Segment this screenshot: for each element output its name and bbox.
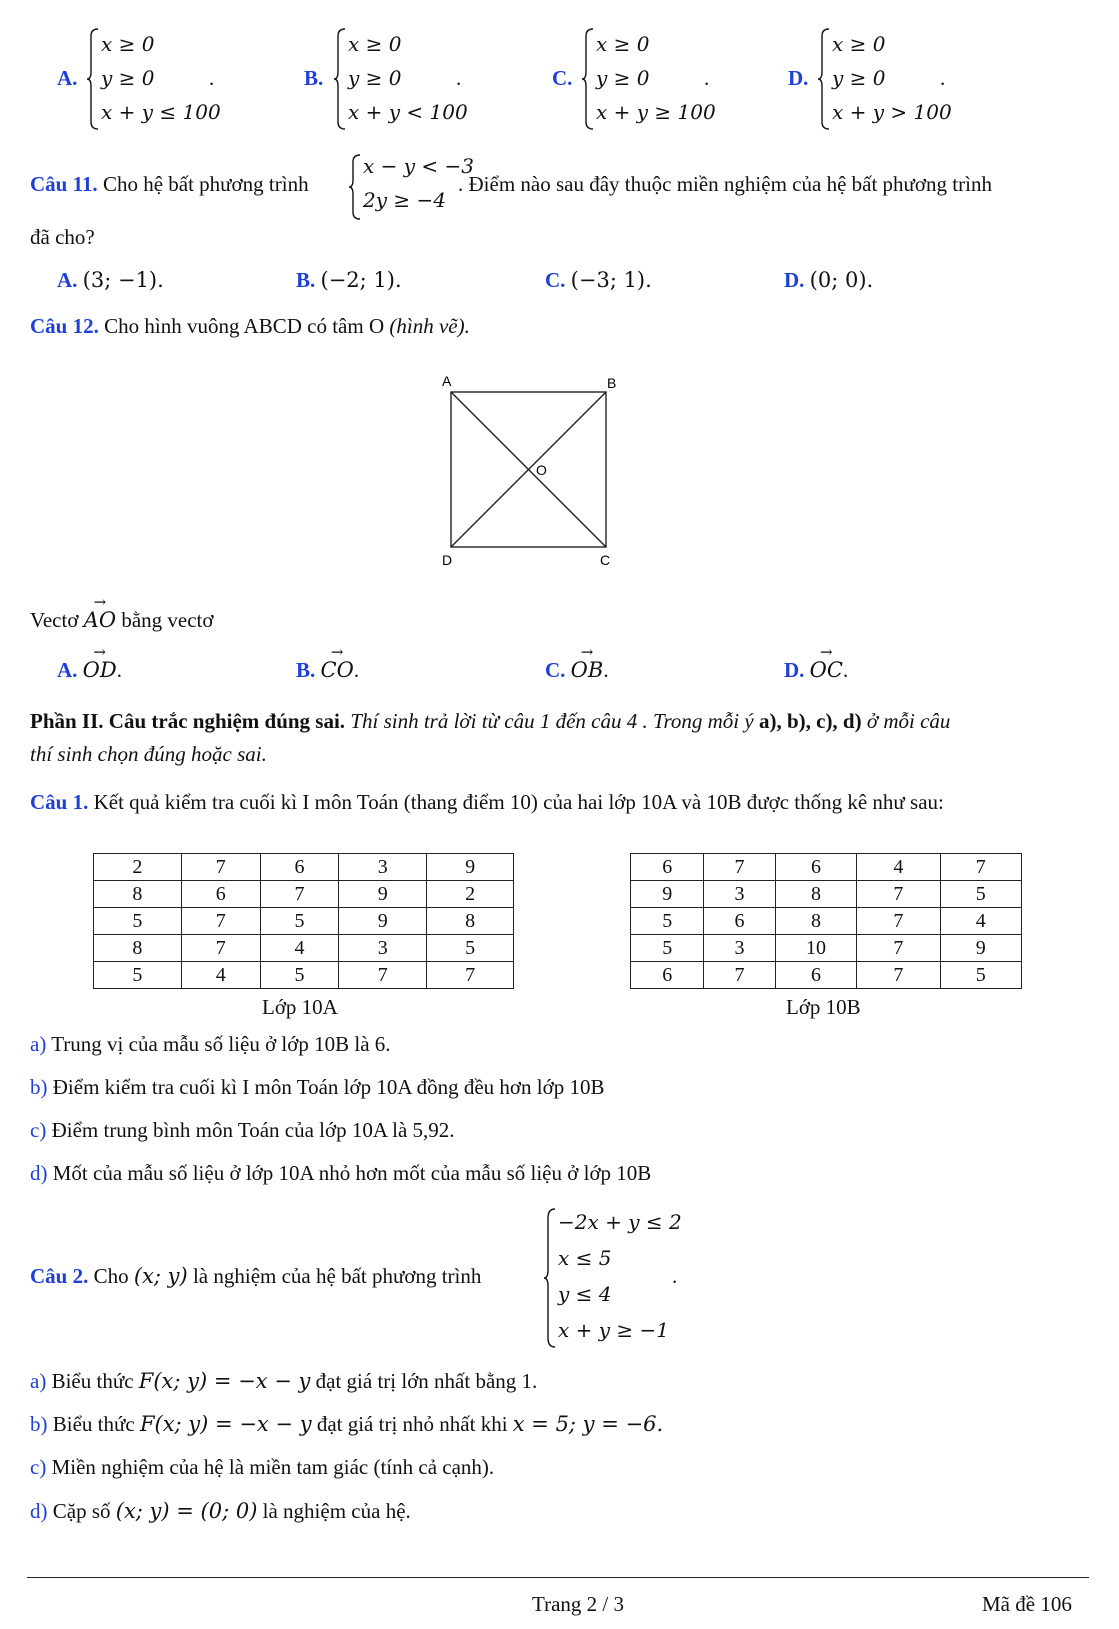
table-cell: 9 bbox=[631, 881, 704, 908]
table-cell: 5 bbox=[94, 962, 182, 989]
table-cell: 8 bbox=[94, 881, 182, 908]
q10-option-dot: . bbox=[940, 66, 946, 90]
table-cell: 7 bbox=[181, 854, 260, 881]
label-c: C bbox=[600, 552, 611, 568]
table-cell: 6 bbox=[704, 908, 775, 935]
table-cell: 7 bbox=[940, 854, 1021, 881]
part2-instr3: thí sinh chọn đúng hoặc sai. bbox=[30, 742, 267, 766]
q12-option bbox=[784, 658, 848, 683]
c2-system-line-1: −2x + y ≤ 2 bbox=[558, 1210, 682, 1234]
q12-prompt-post: bằng vectơ bbox=[121, 608, 214, 632]
table-row bbox=[631, 881, 1022, 908]
q10-system-line: x ≥ 0 bbox=[596, 32, 650, 56]
c2-system-line-2: x ≤ 5 bbox=[558, 1246, 612, 1270]
table-cell: 8 bbox=[775, 908, 856, 935]
table-cell: 3 bbox=[339, 935, 427, 962]
table-cell: 3 bbox=[704, 881, 775, 908]
table-row bbox=[94, 881, 514, 908]
q10-system-line: x + y ≥ 100 bbox=[596, 100, 716, 124]
q11-system bbox=[349, 154, 475, 220]
c2-pair: (x; y) bbox=[133, 1264, 188, 1288]
c2-item-letter: b) bbox=[30, 1412, 48, 1436]
q10-option-label: D. bbox=[788, 66, 809, 90]
c1-stem bbox=[30, 790, 944, 815]
brace-icon bbox=[582, 28, 594, 130]
table-cell: 5 bbox=[260, 962, 339, 989]
c2-label: Câu 2. bbox=[30, 1264, 89, 1288]
q12-option-dot: . bbox=[353, 658, 360, 682]
q12-text-italic: (hình vẽ). bbox=[389, 314, 470, 338]
table-cell: 2 bbox=[427, 881, 514, 908]
c1-item-text: Điểm trung bình môn Toán của lớp 10A là 5,92. bbox=[51, 1118, 455, 1142]
c2-system bbox=[544, 1208, 684, 1348]
table-cell: 5 bbox=[940, 881, 1021, 908]
part2-abcd: a), b), c), d) bbox=[758, 709, 862, 733]
c2-text-a: Cho bbox=[93, 1264, 129, 1288]
q10-system-line: y ≥ 0 bbox=[348, 66, 402, 90]
table-class-10b bbox=[630, 853, 1022, 989]
table-cell: 6 bbox=[775, 962, 856, 989]
c2-item-math2: x = 5; y = −6. bbox=[512, 1412, 664, 1436]
q11-label: Câu 11. bbox=[30, 172, 98, 196]
q10-system-line: x ≥ 0 bbox=[348, 32, 402, 56]
table-row bbox=[94, 908, 514, 935]
q12-option-vector: → CO bbox=[321, 658, 354, 682]
q11-stem bbox=[30, 172, 309, 197]
q10-system-line: y ≥ 0 bbox=[832, 66, 886, 90]
square-figure bbox=[425, 362, 640, 577]
q11-option-value: (0; 0). bbox=[809, 268, 874, 292]
table-cell: 5 bbox=[94, 908, 182, 935]
c1-item-letter: b) bbox=[30, 1075, 48, 1099]
table-cell: 7 bbox=[427, 962, 514, 989]
brace-icon bbox=[87, 28, 99, 130]
table-cell: 8 bbox=[427, 908, 514, 935]
q10-system-line: x + y ≤ 100 bbox=[101, 100, 221, 124]
q10-option-system bbox=[334, 28, 494, 130]
table-cell: 5 bbox=[631, 908, 704, 935]
table-cell: 6 bbox=[631, 962, 704, 989]
brace-icon bbox=[334, 28, 346, 130]
table-cell: 4 bbox=[857, 854, 940, 881]
table-row bbox=[631, 935, 1022, 962]
table-cell: 7 bbox=[181, 908, 260, 935]
c2-stem bbox=[30, 1264, 481, 1289]
q11-option bbox=[57, 268, 164, 293]
label-b: B bbox=[607, 375, 617, 391]
q11-text: Cho hệ bất phương trình bbox=[102, 172, 309, 196]
table-cell: 5 bbox=[631, 935, 704, 962]
table-cell: 9 bbox=[339, 881, 427, 908]
label-d: D bbox=[442, 552, 453, 568]
c2-item-text: Biểu thức bbox=[51, 1369, 134, 1393]
part2-title: Phần II. Câu trắc nghiệm đúng sai. bbox=[30, 709, 346, 733]
q10-option-label: A. bbox=[57, 66, 78, 90]
table-cell: 9 bbox=[940, 935, 1021, 962]
q10-option-system bbox=[582, 28, 742, 130]
q11-option-value: (3; −1). bbox=[82, 268, 164, 292]
table-cell: 4 bbox=[181, 962, 260, 989]
part2-instr2: ở mỗi câu bbox=[866, 709, 951, 733]
table-cell: 6 bbox=[775, 854, 856, 881]
c2-item-math: F(x; y) = −x − y bbox=[138, 1369, 311, 1393]
q11-option bbox=[784, 268, 873, 293]
label-o: O bbox=[536, 462, 547, 478]
table-cell: 3 bbox=[339, 854, 427, 881]
q12-option-label: C. bbox=[545, 658, 566, 682]
part2-instr1: Thí sinh trả lời từ câu 1 đến câu 4 . Trong mỗi ý bbox=[350, 709, 754, 733]
q10-option-label: B. bbox=[304, 66, 324, 90]
table-row bbox=[94, 935, 514, 962]
q11-option bbox=[296, 268, 402, 293]
table-cell: 7 bbox=[339, 962, 427, 989]
q11-option-value: (−3; 1). bbox=[570, 268, 652, 292]
table-row bbox=[631, 854, 1022, 881]
table-cell: 9 bbox=[427, 854, 514, 881]
q12-text: Cho hình vuông ABCD có tâm O bbox=[104, 314, 385, 338]
q10-system-line: x ≥ 0 bbox=[832, 32, 886, 56]
table-cell: 7 bbox=[857, 962, 940, 989]
q12-option-label: B. bbox=[296, 658, 316, 682]
table-cell: 7 bbox=[857, 908, 940, 935]
q11-option-label: C. bbox=[545, 268, 566, 292]
q12-prompt bbox=[30, 608, 213, 633]
c2-item bbox=[30, 1412, 663, 1437]
table-cell: 7 bbox=[704, 962, 775, 989]
q10-system-line: x ≥ 0 bbox=[101, 32, 155, 56]
table-cell: 2 bbox=[94, 854, 182, 881]
q12-option-vector: → OB bbox=[571, 658, 604, 682]
c2-item-text: Biểu thức bbox=[52, 1412, 135, 1436]
table-row bbox=[631, 962, 1022, 989]
c1-item-text: Mốt của mẫu số liệu ở lớp 10A nhỏ hơn mốt của mẫu số liệu ở lớp 10B bbox=[52, 1161, 652, 1185]
q11-option bbox=[545, 268, 652, 293]
q12-stem bbox=[30, 314, 470, 339]
q10-system-line: y ≥ 0 bbox=[596, 66, 650, 90]
table-cell: 8 bbox=[775, 881, 856, 908]
table-cell: 8 bbox=[94, 935, 182, 962]
q10-option-dot: . bbox=[704, 66, 710, 90]
table-cell: 6 bbox=[260, 854, 339, 881]
footer-rule bbox=[27, 1577, 1089, 1578]
q11-system-line-1: x − y < −3 bbox=[363, 154, 475, 178]
table-row bbox=[94, 962, 514, 989]
q12-prompt-pre: Vectơ bbox=[30, 608, 79, 632]
q12-option bbox=[57, 658, 122, 683]
q12-option-dot: . bbox=[842, 658, 849, 682]
c2-item-text2: là nghiệm của hệ. bbox=[262, 1499, 411, 1523]
q12-option-vector: → OC bbox=[810, 658, 843, 682]
table-cell: 9 bbox=[339, 908, 427, 935]
table-cell: 3 bbox=[704, 935, 775, 962]
c2-item bbox=[30, 1369, 537, 1394]
c2-item-math: F(x; y) = −x − y bbox=[139, 1412, 312, 1436]
q10-option-dot: . bbox=[209, 66, 215, 90]
caption-class-10a: Lớp 10A bbox=[262, 995, 338, 1019]
c2-system-line-4: x + y ≥ −1 bbox=[558, 1318, 670, 1342]
q11-option-label: B. bbox=[296, 268, 316, 292]
c2-item-math: (x; y) = (0; 0) bbox=[115, 1499, 258, 1523]
c2-item-text: Miền nghiệm của hệ là miền tam giác (tính cả cạnh). bbox=[51, 1455, 495, 1479]
q12-option bbox=[296, 658, 359, 683]
exam-code: Mã đề 106 bbox=[982, 1592, 1072, 1616]
table-cell: 7 bbox=[857, 935, 940, 962]
table-row bbox=[631, 908, 1022, 935]
c1-item-letter: d) bbox=[30, 1161, 48, 1185]
q11-text-line2: đã cho? bbox=[30, 225, 95, 249]
q10-option-label: C. bbox=[552, 66, 573, 90]
q11-system-line-2: 2y ≥ −4 bbox=[363, 188, 446, 212]
c2-item-letter: c) bbox=[30, 1455, 47, 1479]
q11-option-value: (−2; 1). bbox=[320, 268, 402, 292]
c2-item-text: Cặp số bbox=[52, 1499, 111, 1523]
q11-option-label: A. bbox=[57, 268, 78, 292]
c2-system-dot: . bbox=[672, 1264, 678, 1288]
table-cell: 7 bbox=[260, 881, 339, 908]
page-number: Trang 2 / 3 bbox=[532, 1592, 624, 1616]
label-a: A bbox=[442, 373, 452, 389]
q12-prompt-vector: → AO bbox=[84, 608, 116, 632]
q10-system-line: y ≥ 0 bbox=[101, 66, 155, 90]
c1-text: Kết quả kiểm tra cuối kì I môn Toán (thang điểm 10) của hai lớp 10A và 10B được thống kê như sau: bbox=[93, 790, 944, 814]
c1-item-letter: c) bbox=[30, 1118, 47, 1142]
table-cell: 5 bbox=[940, 962, 1021, 989]
q10-system-line: x + y < 100 bbox=[348, 100, 468, 124]
c2-item-text2: đạt giá trị nhỏ nhất khi bbox=[316, 1412, 508, 1436]
q12-option-dot: . bbox=[116, 658, 122, 682]
c1-item-text: Trung vị của mẫu số liệu ở lớp 10B là 6. bbox=[51, 1032, 391, 1056]
c2-item-text2: đạt giá trị lớn nhất bằng 1. bbox=[315, 1369, 538, 1393]
c2-item-letter: a) bbox=[30, 1369, 47, 1393]
c1-item-letter: a) bbox=[30, 1032, 47, 1056]
c1-item-text: Điểm kiểm tra cuối kì I môn Toán lớp 10A đồng đều hơn lớp 10B bbox=[52, 1075, 605, 1099]
table-row bbox=[94, 854, 514, 881]
q10-option-dot: . bbox=[456, 66, 462, 90]
part2-heading bbox=[30, 709, 950, 734]
c1-item bbox=[30, 1118, 455, 1143]
table-cell: 10 bbox=[775, 935, 856, 962]
q12-option-dot: . bbox=[603, 658, 609, 682]
q12-option-vector: → OD bbox=[83, 658, 117, 682]
brace-icon bbox=[818, 28, 830, 130]
c1-item bbox=[30, 1032, 391, 1057]
c1-label: Câu 1. bbox=[30, 790, 89, 814]
c1-item bbox=[30, 1075, 604, 1100]
q10-option-system bbox=[87, 28, 247, 130]
q10-option-system bbox=[818, 28, 978, 130]
c1-item bbox=[30, 1161, 651, 1186]
q11-option-label: D. bbox=[784, 268, 805, 292]
q11-text-after: . Điểm nào sau đây thuộc miền nghiệm của hệ bất phương trình bbox=[458, 172, 992, 196]
q12-option bbox=[545, 658, 609, 683]
brace-icon bbox=[544, 1208, 556, 1348]
table-cell: 4 bbox=[260, 935, 339, 962]
c2-item bbox=[30, 1455, 494, 1480]
table-class-10a bbox=[93, 853, 514, 989]
caption-class-10b: Lớp 10B bbox=[786, 995, 861, 1019]
c2-item bbox=[30, 1499, 411, 1524]
table-cell: 7 bbox=[704, 854, 775, 881]
table-cell: 6 bbox=[181, 881, 260, 908]
q12-option-label: D. bbox=[784, 658, 805, 682]
c2-item-letter: d) bbox=[30, 1499, 48, 1523]
c2-text-b: là nghiệm của hệ bất phương trình bbox=[192, 1264, 482, 1288]
table-cell: 6 bbox=[631, 854, 704, 881]
q12-option-label: A. bbox=[57, 658, 78, 682]
table-cell: 5 bbox=[260, 908, 339, 935]
table-cell: 5 bbox=[427, 935, 514, 962]
table-cell: 4 bbox=[940, 908, 1021, 935]
q10-system-line: x + y > 100 bbox=[832, 100, 952, 124]
table-cell: 7 bbox=[181, 935, 260, 962]
q12-label: Câu 12. bbox=[30, 314, 99, 338]
table-cell: 7 bbox=[857, 881, 940, 908]
c2-system-line-3: y ≤ 4 bbox=[558, 1282, 612, 1306]
brace-icon bbox=[349, 154, 361, 220]
